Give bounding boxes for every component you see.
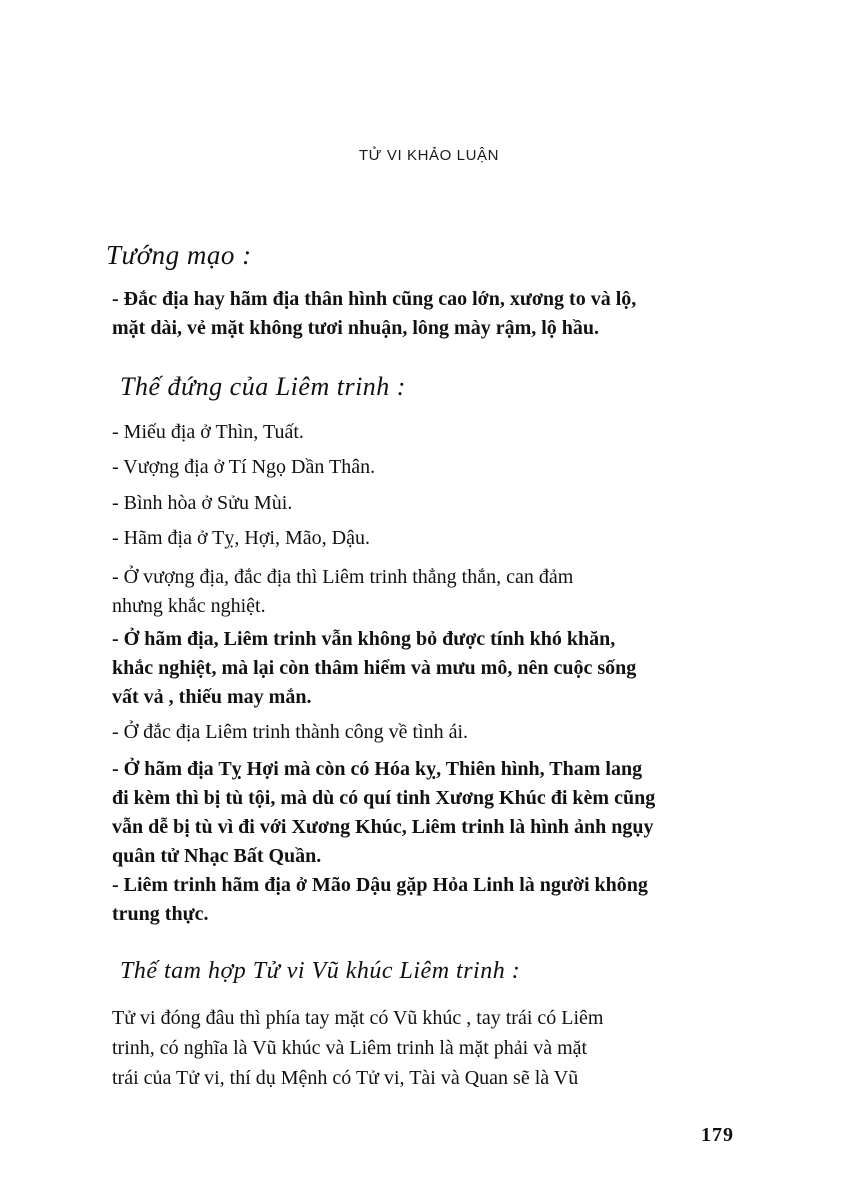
list-item (112, 625, 738, 712)
list-item (112, 453, 738, 482)
text-line: Tử vi đóng đâu thì phía tay mặt có Vũ khúc , tay trái có Liêm (112, 1007, 604, 1029)
text-line: - Ở hãm địa Tỵ Hợi mà còn có Hóa kỵ, Thiên hình, Tham lang (112, 758, 643, 780)
paragraph-appearance (112, 285, 738, 343)
text-line: khắc nghiệt, mà lại còn thâm hiểm và mưu mô, nên cuộc sống (112, 657, 637, 679)
text-line: - Liêm trinh hãm địa ở Mão Dậu gặp Hỏa Linh là người không (112, 874, 648, 896)
text-line: - Vượng địa ở Tí Ngọ Dần Thân. (112, 456, 376, 478)
text-line: quân tử Nhạc Bất Quần. (112, 845, 322, 867)
text-line: trinh, có nghĩa là Vũ khúc và Liêm trinh là mặt phải và mặt (112, 1037, 588, 1059)
page-number: 179 (701, 1124, 734, 1146)
text-line: trung thực. (112, 903, 209, 925)
text-line: nhưng khắc nghiệt. (112, 595, 266, 617)
list-item (112, 718, 738, 747)
text-line: vẫn dễ bị tù vì đi với Xương Khúc, Liêm trinh là hình ảnh ngụy (112, 816, 654, 838)
text-line: - Bình hòa ở Sửu Mùi. (112, 492, 293, 514)
text-line: - Ở đắc địa Liêm trinh thành công về tình ái. (112, 721, 469, 743)
text-line: đi kèm thì bị tù tội, mà dù có quí tinh Xương Khúc đi kèm cũng (112, 787, 656, 809)
text-line: - Miếu địa ở Thìn, Tuất. (112, 421, 304, 443)
paragraph-triad (112, 1003, 738, 1093)
section-heading-positions: Thế đứng của Liêm trinh : (120, 372, 406, 401)
list-item (112, 489, 738, 518)
list-item (112, 524, 738, 553)
text-line: - Đắc địa hay hãm địa thân hình cũng cao lớn, xương to và lộ, (112, 288, 637, 310)
list-item (112, 755, 738, 871)
list-item (112, 563, 738, 621)
text-line: - Ở hãm địa, Liêm trinh vẫn không bỏ được tính khó khăn, (112, 628, 616, 650)
text-line: mặt dài, vẻ mặt không tươi nhuận, lông mày rậm, lộ hầu. (112, 317, 600, 339)
text-line: trái của Tử vi, thí dụ Mệnh có Tử vi, Tài và Quan sẽ là Vũ (112, 1067, 579, 1089)
text-line: - Hãm địa ở Tỵ, Hợi, Mão, Dậu. (112, 527, 370, 549)
list-item (112, 418, 738, 447)
section-heading-appearance: Tướng mạo : (106, 240, 252, 270)
list-item (112, 871, 738, 929)
text-line: - Ở vượng địa, đắc địa thì Liêm trinh thẳng thắn, can đảm (112, 566, 574, 588)
running-header: TỬ VI KHẢO LUẬN (358, 147, 500, 164)
section-heading-triad: Thế tam hợp Tử vi Vũ khúc Liêm trinh : (120, 958, 521, 984)
text-line: vất vả , thiếu may mắn. (112, 686, 312, 708)
